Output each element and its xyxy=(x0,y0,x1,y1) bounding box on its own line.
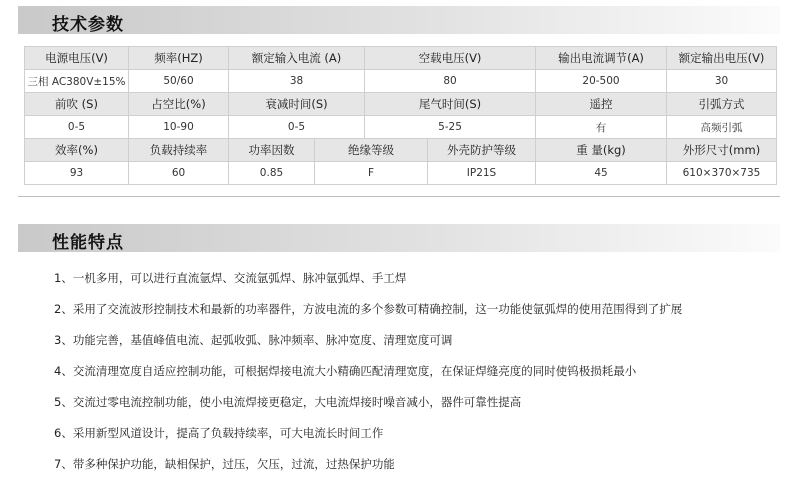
spec-header-cell: 效率(%) xyxy=(25,139,129,162)
spec-value-row xyxy=(25,70,777,93)
spec-value-cell: 50/60 xyxy=(129,70,229,93)
spec-header-cell: 前吹 (S) xyxy=(25,93,129,116)
spec-header-cell: 负载持续率 xyxy=(129,139,229,162)
spec-value-cell: IP21S xyxy=(428,162,536,185)
spec-header-cell: 外壳防护等级 xyxy=(428,139,536,162)
feature-item: 4、交流清理宽度自适应控制功能，可根据焊接电流大小精确匹配清理宽度，在保证焊缝亮度的同时使钨极损耗最小 xyxy=(54,364,637,378)
spec-value-cell: 5-25 xyxy=(365,116,536,139)
spec-value-row xyxy=(25,162,777,185)
features-section-title: 性能特点 xyxy=(52,233,124,253)
spec-value-cell: 20-500 xyxy=(536,70,667,93)
spec-header-cell: 外形尺寸(mm) xyxy=(667,139,777,162)
spec-value-cell: 0.85 xyxy=(229,162,315,185)
spec-header-cell: 输出电流调节(A) xyxy=(536,47,667,70)
spec-value-cell: F xyxy=(315,162,428,185)
feature-item: 1、一机多用，可以进行直流氩焊、交流氩弧焊、脉冲氩弧焊、手工焊 xyxy=(54,271,407,285)
spec-header-cell: 功率因数 xyxy=(229,139,315,162)
features-section-header xyxy=(18,224,780,252)
spec-value-cell: 60 xyxy=(129,162,229,185)
spec-value-cell: 45 xyxy=(536,162,667,185)
spec-value-cell: 0-5 xyxy=(25,116,129,139)
spec-header-cell: 空载电压(V) xyxy=(365,47,536,70)
spec-value-cell: 10-90 xyxy=(129,116,229,139)
spec-header-cell: 引弧方式 xyxy=(667,93,777,116)
spec-section-title: 技术参数 xyxy=(52,15,124,35)
spec-header-cell: 遥控 xyxy=(536,93,667,116)
spec-header-cell: 电源电压(V) xyxy=(25,47,129,70)
spec-value-cell: 610×370×735 xyxy=(667,162,777,185)
section-divider xyxy=(18,196,780,197)
spec-header-cell: 尾气时间(S) xyxy=(365,93,536,116)
feature-item: 2、采用了交流波形控制技术和最新的功率器件，方波电流的多个参数可精确控制，这一功能使氩弧焊的使用范围得到了扩展 xyxy=(54,302,683,316)
spec-header-row xyxy=(25,47,777,70)
spec-value-cell: 80 xyxy=(365,70,536,93)
spec-header-cell: 频率(HZ) xyxy=(129,47,229,70)
feature-item: 5、交流过零电流控制功能，使小电流焊接更稳定，大电流焊接时噪音减小，器件可靠性提高 xyxy=(54,395,522,409)
spec-header-row xyxy=(25,93,777,116)
spec-header-cell: 重 量(kg) xyxy=(536,139,667,162)
spec-value-row xyxy=(25,116,777,139)
spec-section-header xyxy=(18,6,780,34)
spec-header-cell: 占空比(%) xyxy=(129,93,229,116)
spec-value-cell: 93 xyxy=(25,162,129,185)
spec-value-cell: 30 xyxy=(667,70,777,93)
spec-header-cell: 额定输出电压(V) xyxy=(667,47,777,70)
spec-header-cell: 衰减时间(S) xyxy=(229,93,365,116)
spec-value-cell: 有 xyxy=(536,116,667,139)
feature-item: 7、带多种保护功能，缺相保护，过压，欠压，过流，过热保护功能 xyxy=(54,457,395,471)
spec-value-cell: 38 xyxy=(229,70,365,93)
spec-header-row xyxy=(25,139,777,162)
spec-value-cell: 三相 AC380V±15% xyxy=(25,70,129,93)
spec-table xyxy=(24,46,777,185)
spec-header-cell: 绝缘等级 xyxy=(315,139,428,162)
spec-value-cell: 高频引弧 xyxy=(667,116,777,139)
spec-value-cell: 0-5 xyxy=(229,116,365,139)
features-list xyxy=(54,270,682,487)
spec-header-cell: 额定输入电流 (A) xyxy=(229,47,365,70)
feature-item: 6、采用新型风道设计，提高了负载持续率，可大电流长时间工作 xyxy=(54,426,384,440)
feature-item: 3、功能完善，基值峰值电流、起弧收弧、脉冲频率、脉冲宽度、清理宽度可调 xyxy=(54,333,453,347)
